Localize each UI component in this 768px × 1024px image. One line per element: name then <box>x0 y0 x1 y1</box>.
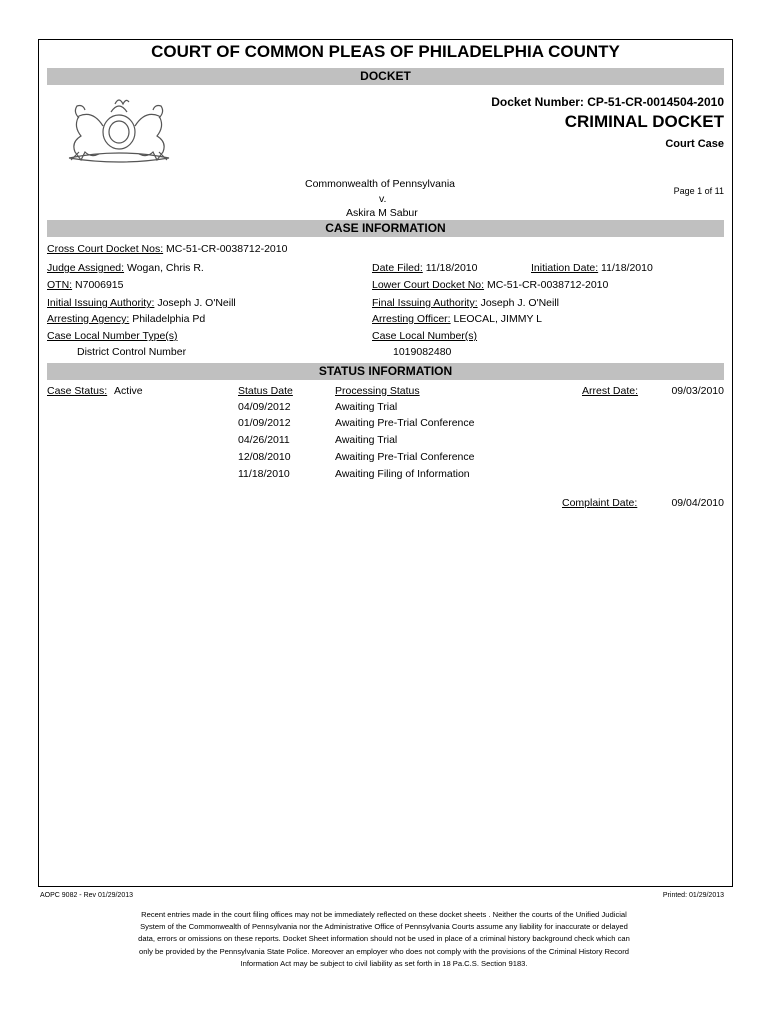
judge-row <box>47 262 204 274</box>
status-date-cell: 01/09/2012 <box>238 417 291 429</box>
final-authority-value: Joseph J. O'Neill <box>480 297 560 309</box>
docket-frame <box>38 39 733 887</box>
disclaimer-line: data, errors or omissions on these reports. Docket Sheet information should not be used in place of a criminal history background check which can <box>138 934 630 944</box>
lower-court-value: MC-51-CR-0038712-2010 <box>486 279 609 291</box>
pennsylvania-seal-icon <box>49 90 189 170</box>
case-status-label: Case Status: <box>47 385 108 397</box>
case-status-row <box>47 385 143 397</box>
processing-status-cell: Awaiting Filing of Information <box>335 468 470 480</box>
lower-court-row <box>372 279 608 291</box>
disclaimer-line: System of the Commonwealth of Pennsylvania nor the Administrative Office of Pennsylvania Courts assume any liability for inaccurate or delayed <box>140 922 628 932</box>
processing-status-cell: Awaiting Pre-Trial Conference <box>335 451 475 463</box>
case-status-value: Active <box>114 385 143 397</box>
arresting-officer-value: LEOCAL, JIMMY L <box>453 313 543 325</box>
page-number: Page 1 of 11 <box>673 186 724 196</box>
initiation-date-label: Initiation Date: <box>531 262 599 274</box>
initiation-date-row <box>531 262 653 274</box>
disclaimer-line: Information Act may be subject to civil liability as set forth in 18 Pa.C.S. Section 9183. <box>240 958 528 968</box>
arresting-agency-row <box>47 313 205 325</box>
arresting-officer-label: Arresting Officer: <box>372 313 451 325</box>
initial-authority-value: Joseph J. O'Neill <box>157 297 236 309</box>
local-number-type-value: District Control Number <box>77 346 187 358</box>
status-date-cell: 11/18/2010 <box>238 468 290 480</box>
arresting-agency-label: Arresting Agency: <box>47 313 130 325</box>
complaint-date-label: Complaint Date: <box>562 497 638 509</box>
final-authority-label: Final Issuing Authority: <box>372 297 478 309</box>
disclaimer <box>60 909 708 970</box>
status-information-bar: STATUS INFORMATION <box>47 363 724 380</box>
processing-status-header: Processing Status <box>335 385 420 397</box>
complaint-date-value: 09/04/2010 <box>671 497 724 509</box>
docket-bar: DOCKET <box>47 68 724 85</box>
processing-status-cell: Awaiting Trial <box>335 401 398 413</box>
docket-number: Docket Number: CP-51-CR-0014504-2010 <box>491 95 724 109</box>
cross-court-label: Cross Court Docket Nos: <box>47 243 164 255</box>
disclaimer-line: only be provided by the Pennsylvania State Police. Moreover an employer who does not comply with the provisions of the Criminal History Record <box>138 946 630 956</box>
court-case-label: Court Case <box>665 138 724 150</box>
cross-court-row <box>47 243 287 255</box>
form-id: AOPC 9082 - Rev 01/29/2013 <box>40 892 134 899</box>
otn-label: OTN: <box>47 279 73 291</box>
initial-authority-label: Initial Issuing Authority: <box>47 297 155 309</box>
local-number-type-label: Case Local Number Type(s) <box>47 330 178 342</box>
otn-row <box>47 279 123 291</box>
otn-value: N7006915 <box>75 279 124 291</box>
status-date-cell: 04/09/2012 <box>238 401 291 413</box>
processing-status-cell: Awaiting Pre-Trial Conference <box>335 417 475 429</box>
criminal-docket-heading: CRIMINAL DOCKET <box>564 112 724 131</box>
arrest-date-label: Arrest Date: <box>582 385 639 397</box>
initiation-date-value: 11/18/2010 <box>601 262 653 274</box>
initial-authority-row <box>47 297 236 309</box>
case-information-bar: CASE INFORMATION <box>47 220 724 237</box>
lower-court-label: Lower Court Docket No: <box>372 279 485 291</box>
arresting-officer-row <box>372 313 542 325</box>
caption-plaintiff: Commonwealth of Pennsylvania <box>305 178 455 190</box>
disclaimer-line: Recent entries made in the court filing offices may not be immediately reflected on these docket sheets . Neither the courts of the Unified Judicial <box>141 910 627 919</box>
court-title: COURT OF COMMON PLEAS OF PHILADELPHIA COUNTY <box>151 42 620 61</box>
judge-label: Judge Assigned: <box>47 262 125 274</box>
local-number-value: 1019082480 <box>393 346 452 358</box>
date-filed-label: Date Filed: <box>372 262 423 274</box>
processing-status-cell: Awaiting Trial <box>335 434 398 446</box>
caption-defendant: Askira M Sabur <box>346 207 418 219</box>
date-filed-row <box>372 262 477 274</box>
final-authority-row <box>372 297 559 309</box>
cross-court-value: MC-51-CR-0038712-2010 <box>166 243 288 255</box>
arresting-agency-value: Philadelphia Pd <box>132 313 206 325</box>
status-date-header: Status Date <box>238 385 293 397</box>
date-filed-value: 11/18/2010 <box>425 262 478 274</box>
status-date-cell: 12/08/2010 <box>238 451 291 463</box>
printed-date: Printed: 01/29/2013 <box>662 892 724 899</box>
caption-versus: v. <box>379 193 387 205</box>
local-number-label: Case Local Number(s) <box>372 330 478 342</box>
status-date-cell: 04/26/2011 <box>238 434 290 446</box>
arrest-date-value: 09/03/2010 <box>671 385 724 397</box>
judge-value: Wogan, Chris R. <box>126 262 204 274</box>
